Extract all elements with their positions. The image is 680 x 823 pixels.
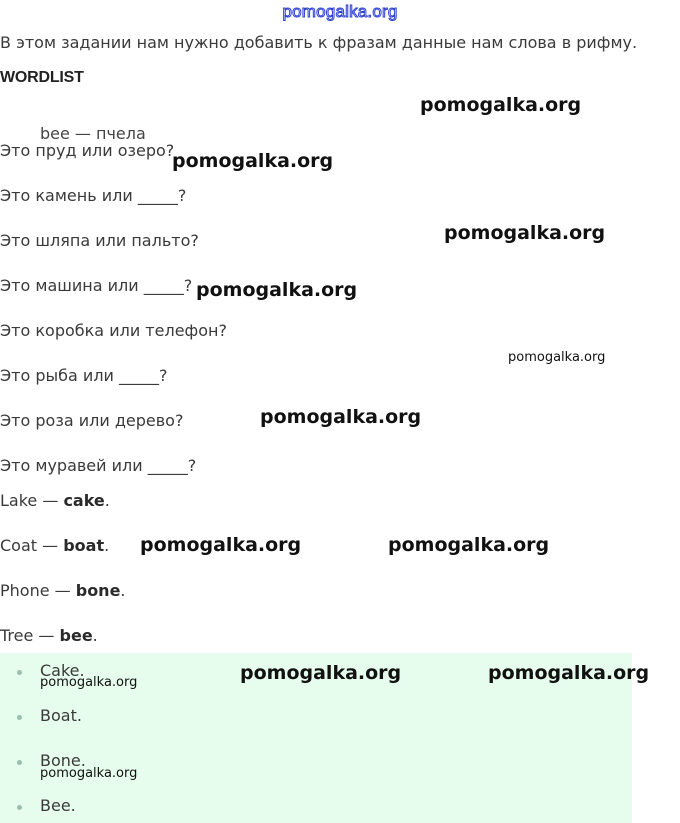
rhyme-pair [0,491,110,511]
watermark: pomogalka.org [40,675,138,690]
watermark: pomogalka.org [240,662,402,684]
site-logo[interactable] [0,2,680,22]
watermark: pomogalka.org [508,350,606,365]
pair-word: Lake [0,491,38,510]
answer-item: Cake. [40,661,85,680]
pair-dash: — [33,626,60,645]
watermark: pomogalka.org [388,534,550,556]
pair-dash: — [37,536,64,555]
watermark: pomogalka.org [488,662,650,684]
answer-item: Bone. [40,751,86,770]
question-4: Это машина или _____? [0,276,193,295]
pair-end: . [92,626,98,645]
rhyme-pair [0,581,126,601]
pair-end: . [104,536,110,555]
question-8: Это муравей или _____? [0,456,197,475]
answer-item: Boat. [40,706,82,725]
pair-end: . [104,491,110,510]
watermark: pomogalka.org [172,150,334,172]
pair-word: Coat [0,536,38,555]
pair-word: Phone [0,581,50,600]
watermark: pomogalka.org [140,534,302,556]
watermark: pomogalka.org [40,766,138,781]
watermark: pomogalka.org [420,94,582,116]
watermark: pomogalka.org [444,222,606,244]
question-5: Это коробка или телефон? [0,321,227,340]
pair-rhyme: bone [75,581,121,600]
wordlist-clipped-entry [40,120,146,143]
question-2: Это камень или _____? [0,186,187,205]
wordlist-clipped-text: bee — пчела [40,124,146,143]
pair-dash: — [49,581,76,600]
pair-word: Tree [0,626,34,645]
site-logo-text[interactable]: pomogalka.org [282,2,398,21]
question-3: Это шляпа или пальто? [0,231,199,250]
bullet-dot-icon [17,760,22,765]
pair-dash: — [37,491,64,510]
pair-end: . [120,581,126,600]
pair-rhyme: boat [63,536,105,555]
answer-item: Bee. [40,796,76,815]
watermark: pomogalka.org [196,279,358,301]
pair-rhyme: bee [59,626,93,645]
intro-text: В этом задании нам нужно добавить к фразам данные нам слова в рифму. [0,33,638,52]
question-6: Это рыба или _____? [0,366,168,385]
watermark: pomogalka.org [260,406,422,428]
pair-rhyme: cake [63,491,105,510]
rhyme-pair [0,626,98,646]
bullet-dot-icon [17,670,22,675]
bullet-dot-icon [17,805,22,810]
wordlist-heading: WORDLIST [0,69,84,86]
question-1: Это пруд или озеро? [0,141,175,160]
rhyme-pair [0,536,109,556]
bullet-dot-icon [17,715,22,720]
question-7: Это роза или дерево? [0,411,184,430]
